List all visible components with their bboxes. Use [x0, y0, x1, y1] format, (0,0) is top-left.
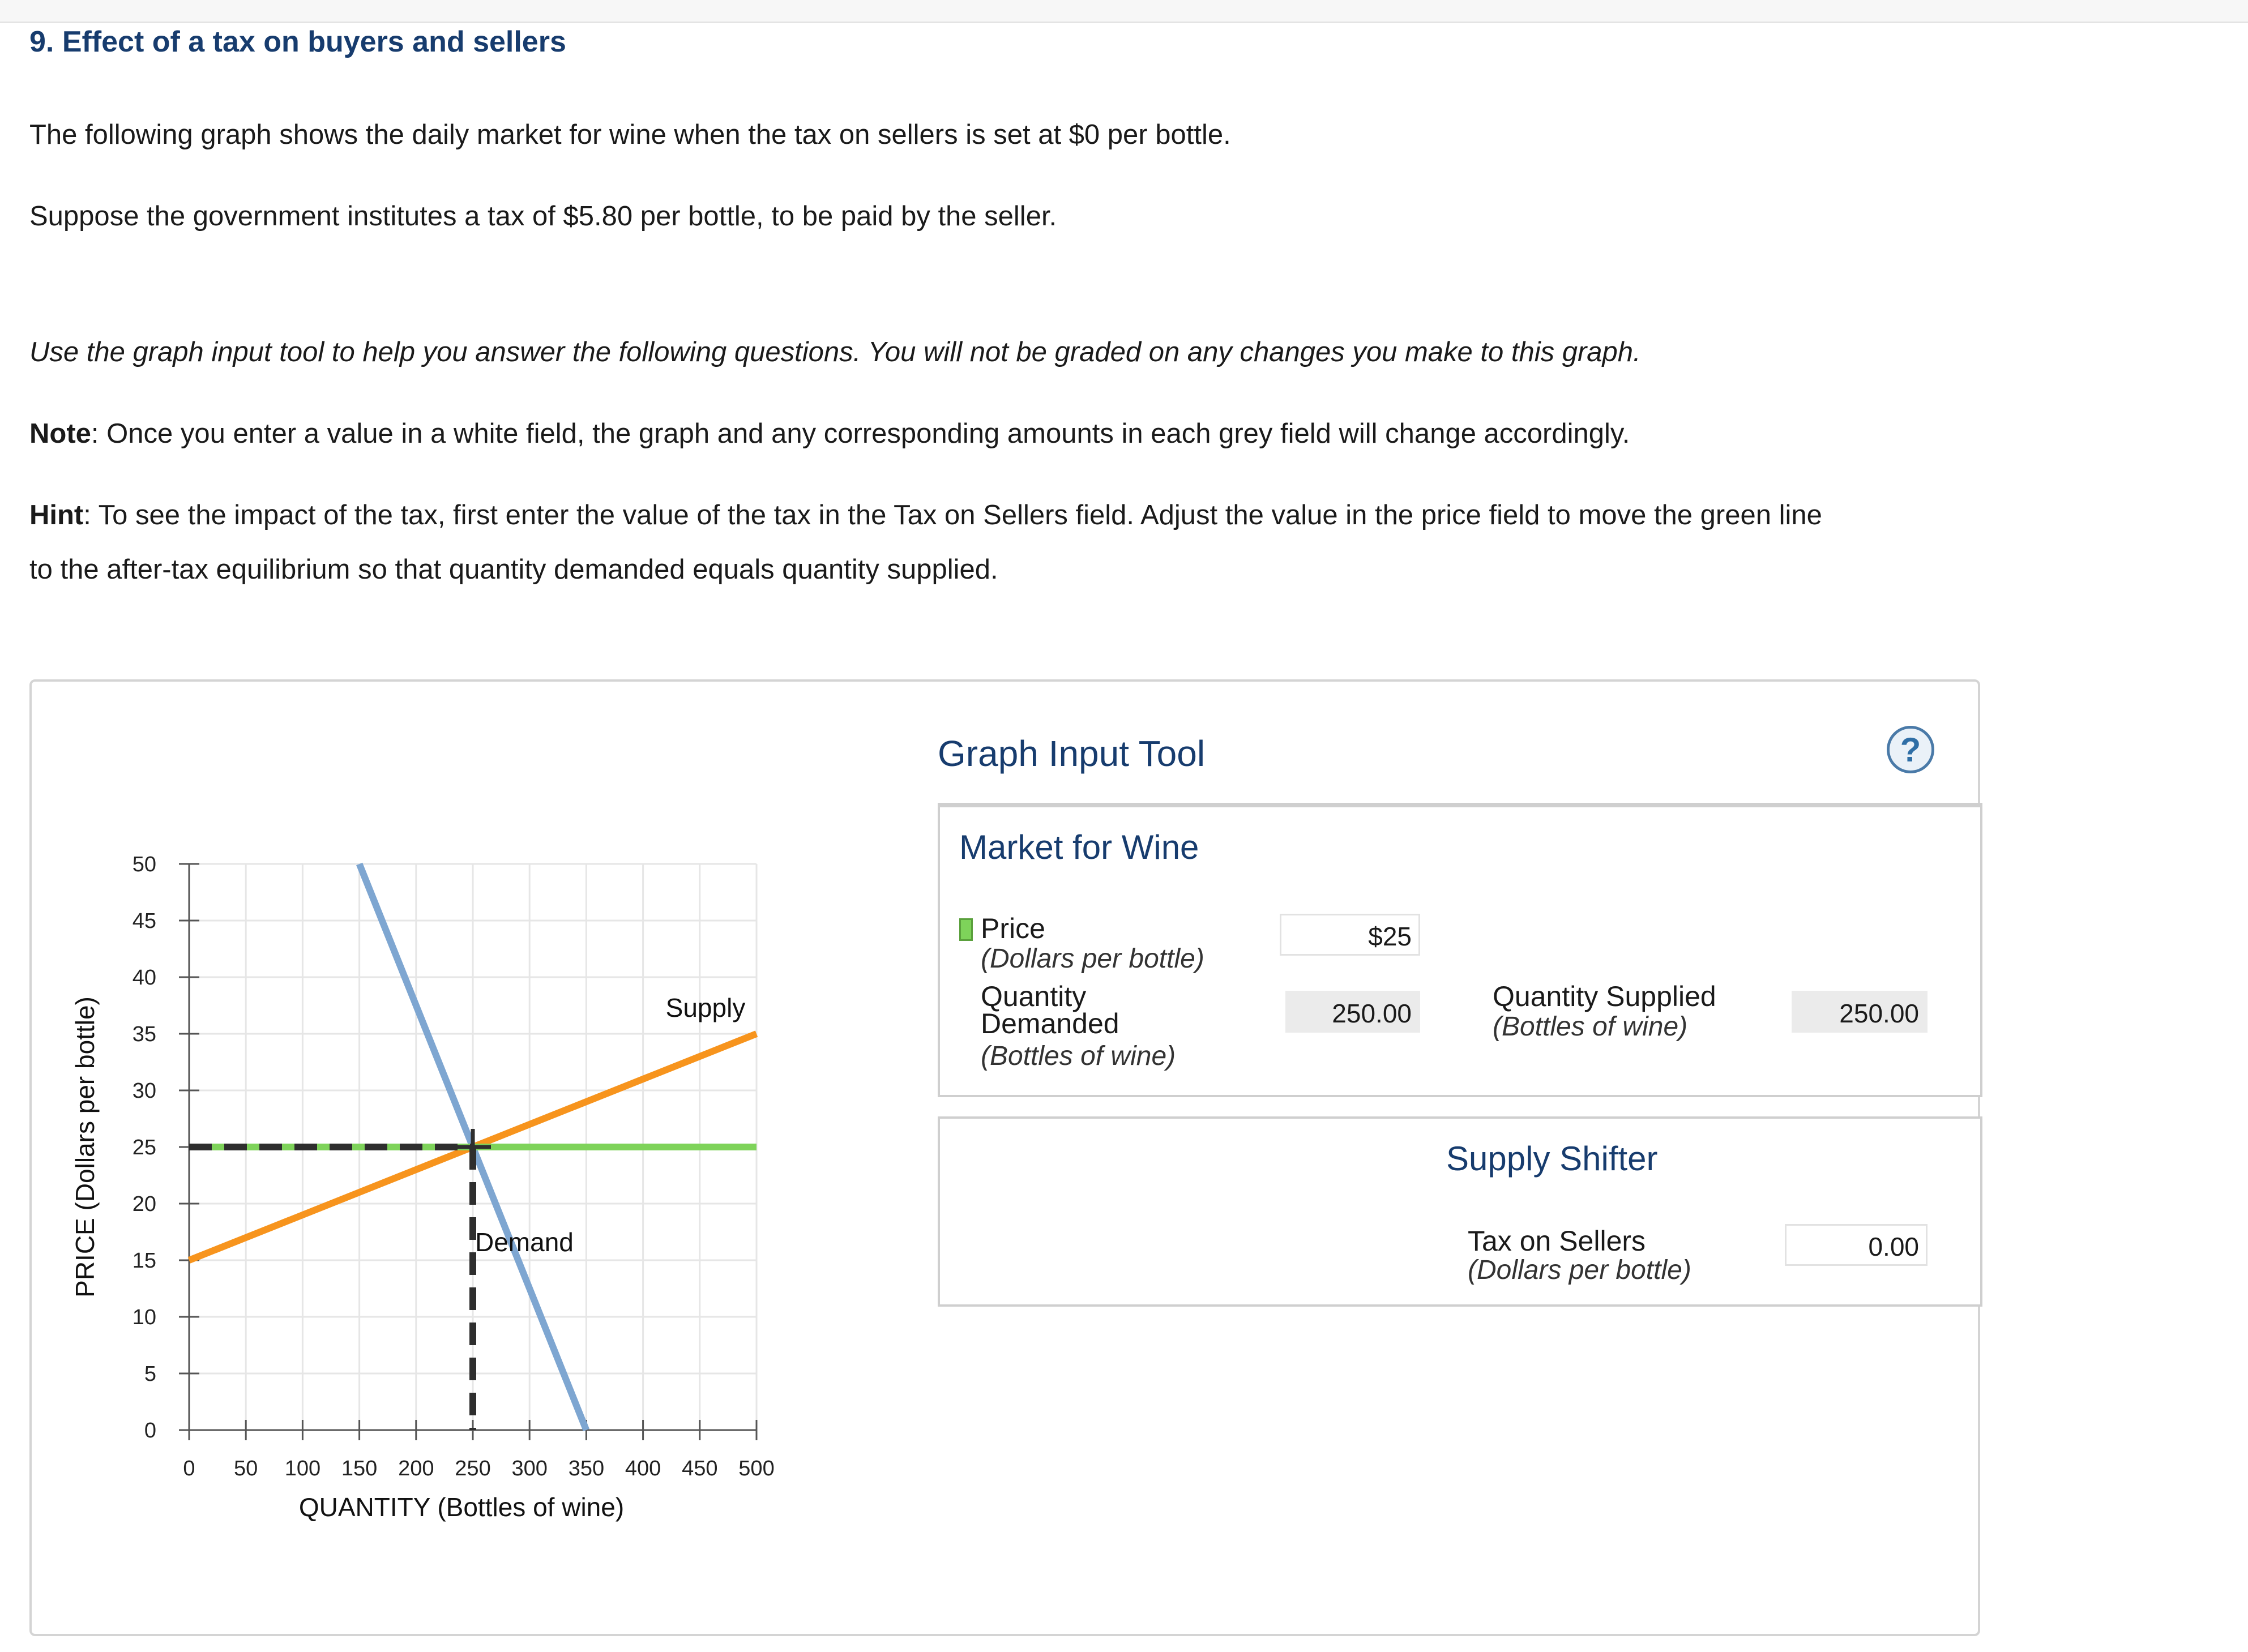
- x-tick-label: 400: [625, 1457, 661, 1480]
- price-line-swatch-icon: [959, 918, 973, 941]
- x-tick-label: 150: [341, 1457, 378, 1480]
- demand-label: Demand: [475, 1227, 574, 1257]
- quantity-supplied-label: Quantity Supplied: [1493, 981, 1716, 1012]
- quantity-demanded-label-1: Quantity: [981, 981, 1087, 1012]
- quantity-supplied-unit: (Bottles of wine): [1493, 1012, 1688, 1042]
- y-tick-label: 45: [132, 909, 156, 933]
- hint-text: [29, 488, 2181, 542]
- x-tick-label: 100: [284, 1457, 321, 1480]
- price-label: Price: [981, 913, 1045, 944]
- graph-panel: [29, 679, 1980, 1636]
- quantity-demanded-value: 250.00: [1285, 991, 1420, 1033]
- x-tick-label: 250: [455, 1457, 491, 1480]
- y-tick-label: 15: [132, 1249, 156, 1273]
- market-for-wine-box: [938, 805, 1982, 1097]
- tax-on-sellers-label: Tax on Sellers: [1468, 1225, 1646, 1257]
- quantity-demanded-unit: (Bottles of wine): [981, 1041, 1176, 1071]
- x-tick-label: 350: [568, 1457, 605, 1480]
- hint-label: Hint: [29, 500, 84, 530]
- x-tick-label: 0: [183, 1457, 195, 1480]
- intro-text-1: The following graph shows the daily market for wine when the tax on sellers is set at $0 per bottle.: [29, 119, 1231, 150]
- supply-shifter-box: [938, 1116, 1982, 1307]
- tax-on-sellers-input[interactable]: 0.00: [1785, 1224, 1928, 1266]
- help-icon[interactable]: ?: [1887, 726, 1934, 773]
- y-tick-label: 30: [132, 1079, 156, 1103]
- top-bar: [0, 0, 2248, 23]
- quantity-demanded-label-2: Demanded: [981, 1008, 1119, 1039]
- graph-input-tool-title: Graph Input Tool: [938, 733, 1206, 774]
- y-tick-label: 20: [132, 1192, 156, 1216]
- hint-text-continued: to the after-tax equilibrium so that quantity demanded equals quantity supplied.: [29, 554, 998, 585]
- y-tick-label: 35: [132, 1022, 156, 1046]
- price-unit: (Dollars per bottle): [981, 944, 1204, 974]
- quantity-supplied-value: 250.00: [1792, 991, 1928, 1033]
- note-text: [29, 406, 2181, 461]
- y-tick-label: 25: [132, 1136, 156, 1159]
- price-input[interactable]: $25: [1280, 914, 1420, 956]
- market-graph[interactable]: [32, 682, 938, 1638]
- supply-label: Supply: [665, 993, 746, 1022]
- market-title: Market for Wine: [959, 828, 1199, 866]
- y-tick-label: 0: [144, 1419, 156, 1443]
- y-tick-label: 10: [132, 1306, 156, 1329]
- x-tick-label: 300: [511, 1457, 548, 1480]
- y-tick-label: 5: [144, 1362, 156, 1386]
- intro-text-2: Suppose the government institutes a tax of $5.80 per bottle, to be paid by the seller.: [29, 201, 1057, 232]
- x-tick-label: 500: [738, 1457, 775, 1480]
- y-tick-label: 50: [132, 853, 156, 876]
- y-tick-label: 40: [132, 966, 156, 990]
- note-label: Note: [29, 418, 91, 449]
- x-tick-label: 450: [682, 1457, 718, 1480]
- x-tick-label: 50: [234, 1457, 258, 1480]
- question-title: 9. Effect of a tax on buyers and sellers: [29, 25, 566, 58]
- instructions-text: Use the graph input tool to help you answer the following questions. You will not be graded on any changes you make to this graph.: [29, 337, 1641, 367]
- note-body: : Once you enter a value in a white field, the graph and any corresponding amounts in each grey field will change accordingly.: [91, 418, 1630, 449]
- y-axis-title: PRICE (Dollars per bottle): [70, 996, 100, 1298]
- hint-body: : To see the impact of the tax, first enter the value of the tax in the Tax on Sellers field. Adjust the value in the price field to move the green line: [83, 500, 1822, 530]
- supply-shifter-title: Supply Shifter: [1446, 1140, 1658, 1178]
- tax-on-sellers-unit: (Dollars per bottle): [1468, 1255, 1691, 1285]
- x-tick-label: 200: [398, 1457, 434, 1480]
- x-axis-title: QUANTITY (Bottles of wine): [298, 1492, 625, 1522]
